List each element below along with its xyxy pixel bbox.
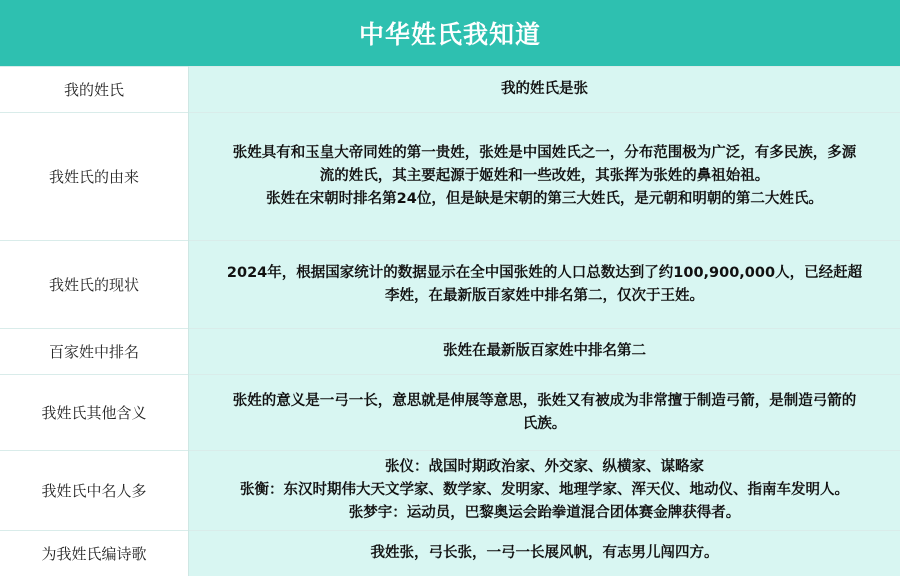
- content-line: 张姓在宋朝时排名第24位，但是缺是宋朝的第三大姓氏，是元朝和明朝的第二大姓氏。: [189, 188, 900, 211]
- table-row: [0, 531, 900, 576]
- content-line: 流的姓氏，其主要起源于姬姓和一些改姓，其张挥为张姓的鼻祖始祖。: [189, 165, 900, 188]
- table-row: [0, 67, 900, 113]
- table-row: [0, 329, 900, 375]
- table-row: [0, 241, 900, 329]
- row-content: [189, 241, 900, 329]
- content-line: 我的姓氏是张: [189, 78, 900, 101]
- content-line: 我姓张，弓长张，一弓一长展风帆，有志男儿闯四方。: [189, 542, 900, 565]
- row-label: 为我姓氏编诗歌: [0, 531, 189, 576]
- row-content: [189, 329, 900, 375]
- page-title: 中华姓氏我知道: [0, 0, 900, 66]
- content-line: 李姓，在最新版百家姓中排名第二，仅次于王姓。: [189, 285, 900, 308]
- table-row: [0, 375, 900, 451]
- content-line: 2024年，根据国家统计的数据显示在全中国张姓的人口总数达到了约100,900,000人，已经赶超: [189, 262, 900, 285]
- content-line: 张姓在最新版百家姓中排名第二: [189, 340, 900, 363]
- content-line: 张梦宇：运动员，巴黎奥运会跆拳道混合团体赛金牌获得者。: [189, 502, 900, 525]
- row-label: 我的姓氏: [0, 67, 189, 113]
- table-row: [0, 113, 900, 241]
- row-label: 我姓氏的由来: [0, 113, 189, 241]
- surname-info-table: [0, 66, 900, 576]
- row-content: [189, 375, 900, 451]
- row-content: [189, 531, 900, 576]
- row-label: 我姓氏的现状: [0, 241, 189, 329]
- content-line: 张姓具有和玉皇大帝同姓的第一贵姓，张姓是中国姓氏之一，分布范围极为广泛，有多民族，多源: [189, 142, 900, 165]
- row-content: [189, 451, 900, 531]
- table-row: [0, 451, 900, 531]
- row-label: 百家姓中排名: [0, 329, 189, 375]
- row-label: 我姓氏其他含义: [0, 375, 189, 451]
- content-line: 张衡：东汉时期伟大天文学家、数学家、发明家、地理学家、浑天仪、地动仪、指南车发明人。: [189, 479, 900, 502]
- row-content: [189, 67, 900, 113]
- row-label: 我姓氏中名人多: [0, 451, 189, 531]
- content-line: 张仪：战国时期政治家、外交家、纵横家、谋略家: [189, 456, 900, 479]
- content-line: 张姓的意义是一弓一长，意思就是伸展等意思，张姓又有被成为非常擅于制造弓箭，是制造弓箭的: [189, 390, 900, 413]
- row-content: [189, 113, 900, 241]
- content-line: 氏族。: [189, 413, 900, 436]
